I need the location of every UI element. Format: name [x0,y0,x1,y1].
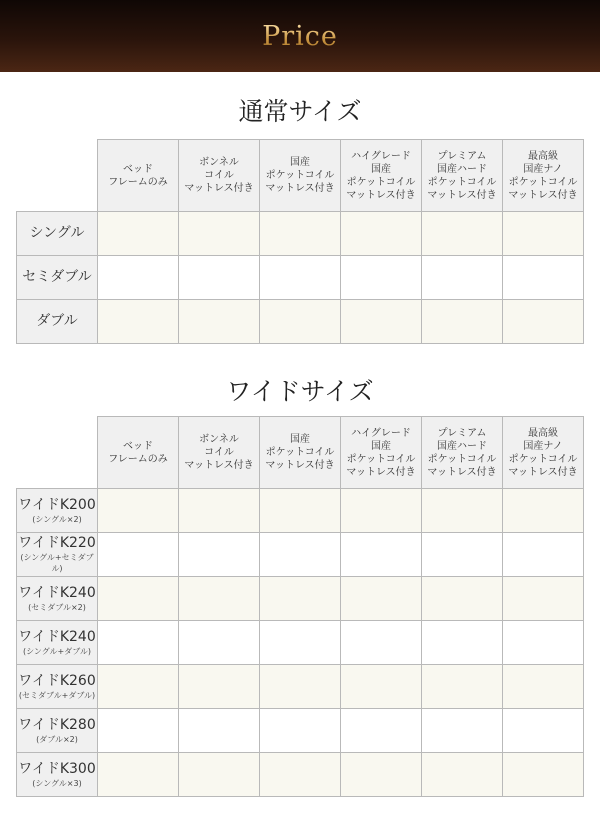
price-cell [422,709,503,753]
table-row [17,709,584,753]
column-header: 国産 ポケットコイル マットレス付き [260,140,341,212]
price-cell [503,212,584,256]
price-cell [503,753,584,797]
column-header: ベッド フレームのみ [98,140,179,212]
wide-size-title: ワイドサイズ [226,377,374,406]
price-cell [98,621,179,665]
table-row [17,621,584,665]
price-cell [179,753,260,797]
price-cell [503,621,584,665]
price-cell [179,489,260,533]
row-label-text: セミダブル [22,269,92,285]
price-cell [503,533,584,577]
price-cell [503,709,584,753]
row-label-text: ワイドK200 [18,496,96,513]
column-header: プレミアム 国産ハード ポケットコイル マットレス付き [422,140,503,212]
price-cell [98,577,179,621]
price-cell [179,300,260,344]
header-row [17,140,584,212]
wide-price-table [16,416,584,797]
row-sublabel: (セミダブル+ダブル) [18,690,96,700]
price-banner [0,0,600,72]
price-cell [341,621,422,665]
table-row [17,212,584,256]
table-row [17,577,584,621]
price-cell [179,256,260,300]
column-header: ボンネル コイル マットレス付き [179,140,260,212]
row-label [17,256,98,300]
price-cell [260,753,341,797]
price-cell [341,489,422,533]
price-cell [422,489,503,533]
price-cell [503,256,584,300]
price-cell [260,621,341,665]
row-sublabel: (シングル×3) [32,778,82,788]
price-cell [98,256,179,300]
price-cell [260,256,341,300]
table-row [17,489,584,533]
price-cell [341,753,422,797]
price-cell [503,300,584,344]
price-cell [341,709,422,753]
price-cell [98,489,179,533]
price-cell [503,489,584,533]
table-row [17,753,584,797]
price-cell [422,533,503,577]
price-cell [503,577,584,621]
price-cell [260,709,341,753]
price-cell [341,256,422,300]
row-label-text: ワイドK300 [18,760,96,777]
row-label [17,489,98,533]
column-header: ベッド フレームのみ [98,417,179,489]
row-label-text: ワイドK220 [18,535,96,551]
price-cell [341,300,422,344]
row-label [17,577,98,621]
price-cell [503,665,584,709]
price-cell [179,665,260,709]
corner-cell [17,140,98,212]
corner-cell [17,417,98,489]
price-cell [179,621,260,665]
price-cell [179,533,260,577]
row-label [17,533,98,577]
header-row [17,417,584,489]
column-header: ハイグレード 国産 ポケットコイル マットレス付き [341,140,422,212]
price-cell [422,665,503,709]
price-cell [422,621,503,665]
price-cell [98,300,179,344]
price-cell [422,212,503,256]
row-label-text: ワイドK260 [18,672,96,689]
row-label [17,753,98,797]
column-header: プレミアム 国産ハード ポケットコイル マットレス付き [422,417,503,489]
price-cell [422,577,503,621]
table-row [17,300,584,344]
row-label [17,300,98,344]
standard-price-table [16,139,584,344]
column-header: 最高級 国産ナノ ポケットコイル マットレス付き [503,417,584,489]
price-cell [341,533,422,577]
row-sublabel: (シングル+セミダブル) [20,553,94,573]
price-cell [260,212,341,256]
column-header: ボンネル コイル マットレス付き [179,417,260,489]
row-label [17,665,98,709]
row-label-text: ワイドK280 [18,716,96,733]
price-cell [179,212,260,256]
price-cell [422,300,503,344]
price-cell [260,665,341,709]
price-cell [260,300,341,344]
price-cell [98,533,179,577]
price-cell [422,256,503,300]
price-cell [179,577,260,621]
price-cell [260,577,341,621]
table-row [17,665,584,709]
price-cell [341,577,422,621]
price-cell [260,533,341,577]
table-row [17,256,584,300]
row-sublabel: (セミダブル×2) [28,602,86,612]
row-label [17,212,98,256]
row-sublabel: (シングル+ダブル) [22,646,92,656]
row-label [17,709,98,753]
row-label [17,621,98,665]
price-cell [341,212,422,256]
row-sublabel: (シングル×2) [32,514,82,524]
column-header: ハイグレード 国産 ポケットコイル マットレス付き [341,417,422,489]
price-cell [98,753,179,797]
banner-title: Price [262,20,338,52]
price-cell [341,665,422,709]
price-cell [179,709,260,753]
row-sublabel: (ダブル×2) [36,734,78,744]
row-label-text: ワイドK240 [18,584,96,601]
price-cell [422,753,503,797]
table-row [17,533,584,577]
price-cell [260,489,341,533]
row-label-text: シングル [29,225,85,241]
standard-size-title: 通常サイズ [238,97,362,126]
row-label-text: ワイドK240 [18,628,96,645]
price-cell [98,212,179,256]
price-cell [98,665,179,709]
row-label-text: ダブル [36,313,78,329]
column-header: 国産 ポケットコイル マットレス付き [260,417,341,489]
column-header: 最高級 国産ナノ ポケットコイル マットレス付き [503,140,584,212]
price-cell [98,709,179,753]
